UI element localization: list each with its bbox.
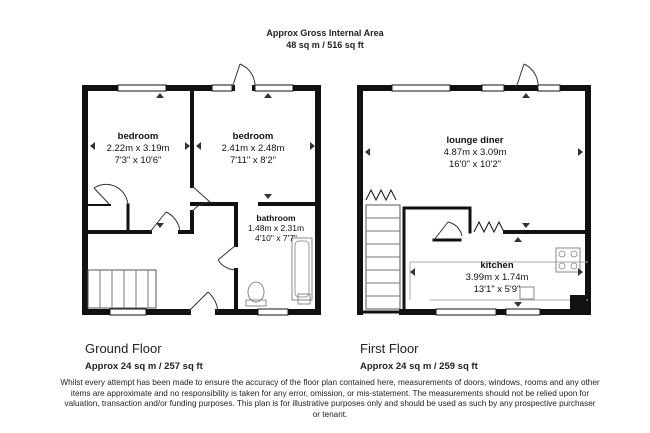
room-name: bedroom xyxy=(232,131,274,142)
room-imperial-size: 7'3" x 10'6" xyxy=(114,155,162,166)
room-metric-size: 2.41m x 2.48m xyxy=(221,143,285,154)
room-metric-size: 2.22m x 3.19m xyxy=(106,143,170,154)
room-name: lounge diner xyxy=(446,135,504,146)
room-name: bathroom xyxy=(256,213,296,223)
first-floor-area: Approx 24 sq m / 259 sq ft xyxy=(360,361,478,372)
room-metric-size: 4.87m x 3.09m xyxy=(443,147,507,158)
ground-floor-title: Ground Floor xyxy=(85,341,162,356)
room-name: bedroom xyxy=(117,131,159,142)
room-metric-size: 1.48m x 2.31m xyxy=(247,223,305,233)
room-imperial-size: 7'11" x 8'2" xyxy=(229,155,277,166)
room-imperial-size: 16'0" x 10'2" xyxy=(448,159,502,170)
disclaimer-text: Whilst every attempt has been made to ensure the accuracy of the floor plan contained here, measurements of doors, windows, rooms and any other items are approximate and no responsibility is taken for any error, omission, or mis-statement. The measurements should not be relied upon for valuation, transaction and/or funding purposes. This plan is for illustrative purposes only and should be used as such by any prospective purchaser or tenant. xyxy=(60,378,600,419)
ground-floor-area: Approx 24 sq m / 257 sq ft xyxy=(85,361,203,372)
room-imperial-size: 4'10" x 7'7" xyxy=(255,233,297,243)
total-area: 48 sq m / 516 sq ft xyxy=(286,40,364,50)
plan-title: Approx Gross Internal Area xyxy=(266,28,384,38)
room-name: kitchen xyxy=(480,260,514,271)
ground-floor-plan xyxy=(85,88,318,312)
first-floor-title: First Floor xyxy=(360,341,419,356)
ground-floor-details xyxy=(88,64,315,315)
room-metric-size: 3.99m x 1.74m xyxy=(465,272,529,283)
room-imperial-size: 13'1" x 5'9" xyxy=(473,284,521,295)
